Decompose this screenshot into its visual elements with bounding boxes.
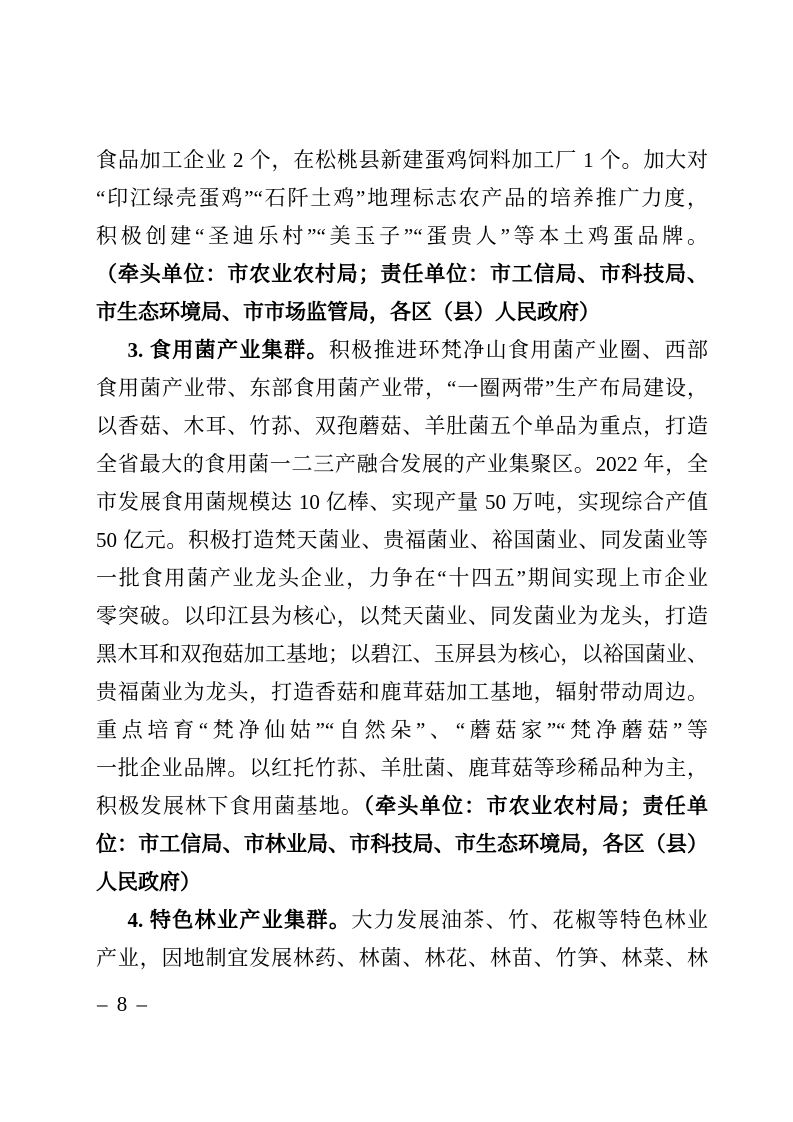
body-text: 黑木耳和双孢菇加工基地；以碧江、玉屏县为核心，以裕国菌业、 [96,642,708,666]
emphasis-text: 位：市工信局、市林业局、市科技局、市生态环境局，各区（县） [96,833,708,856]
emphasis-text: 3. 食用菌产业集群。 [127,338,329,362]
text-line [96,559,708,597]
body-text: 食品加工企业 2 个，在松桃县新建蛋鸡饲料加工厂 1 个。加大对 [96,148,708,172]
emphasis-text: （牵头单位：市农业农村局；责任单位：市工信局、市科技局、 [96,263,708,286]
text-block [96,141,708,977]
text-line [96,293,708,331]
body-text: 以香菇、木耳、竹荪、双孢蘑菇、羊肚菌五个单品为重点，打造 [96,414,708,438]
text-line [96,939,708,977]
body-text: 贵福菌业为龙头，打造香菇和鹿茸菇加工基地，辐射带动周边。 [96,680,708,704]
body-text: 一批食用菌产业龙头企业，力争在“十四五”期间实现上市企业 [96,566,708,590]
body-text: 全省最大的食用菌一二三产融合发展的产业集聚区。2022 年，全 [96,452,708,476]
text-line [96,673,708,711]
text-line [96,711,708,749]
text-line [96,635,708,673]
text-line [96,749,708,787]
body-text: “印江绿壳蛋鸡”“石阡土鸡”地理标志农产品的培养推广力度， [96,186,708,210]
text-line [96,369,708,407]
text-line [96,521,708,559]
emphasis-text: 人民政府） [96,871,201,894]
text-line [96,597,708,635]
page-number: – 8 – [97,992,149,1016]
body-text: 市发展食用菌规模达 10 亿棒、实现产量 50 万吨，实现综合产值 [96,490,708,514]
body-text: 积极发展林下食用菌基地。 [96,794,364,818]
text-line [96,901,708,939]
text-line [96,217,708,255]
body-text: 食用菌产业带、东部食用菌产业带，“一圈两带”生产布局建设， [96,376,708,400]
body-text: 50 亿元。积极打造梵天菌业、贵福菌业、裕国菌业、同发菌业等 [96,528,708,552]
body-text: 重点培育“梵净仙姑”“自然朵”、“蘑菇家”“梵净蘑菇”等 [96,718,708,742]
body-text: 大力发展油茶、竹、花椒等特色林业 [351,908,708,932]
body-text: 产业，因地制宜发展林药、林菌、林花、林苗、竹笋、林菜、林 [96,946,708,970]
body-text: 积极推进环梵净山食用菌产业圈、西部 [328,338,708,362]
text-line [96,141,708,179]
text-line [96,179,708,217]
text-line [96,825,708,863]
text-line [96,407,708,445]
body-text: 积极创建“圣迪乐村”“美玉子”“蛋贵人”等本土鸡蛋品牌。 [96,224,708,248]
text-line [96,331,708,369]
text-line [96,787,708,825]
body-text: 一批企业品牌。以红托竹荪、羊肚菌、鹿茸菇等珍稀品种为主， [96,756,708,780]
emphasis-text: （牵头单位：市农业农村局；责任单 [363,795,708,818]
body-text: 零突破。以印江县为核心，以梵天菌业、同发菌业为龙头，打造 [96,604,708,628]
text-line [96,445,708,483]
text-line [96,255,708,293]
emphasis-text: 市生态环境局、市市场监管局，各区（县）人民政府） [96,301,600,324]
text-line [96,863,708,901]
text-line [96,483,708,521]
emphasis-text: 4. 特色林业产业集群。 [127,908,352,932]
